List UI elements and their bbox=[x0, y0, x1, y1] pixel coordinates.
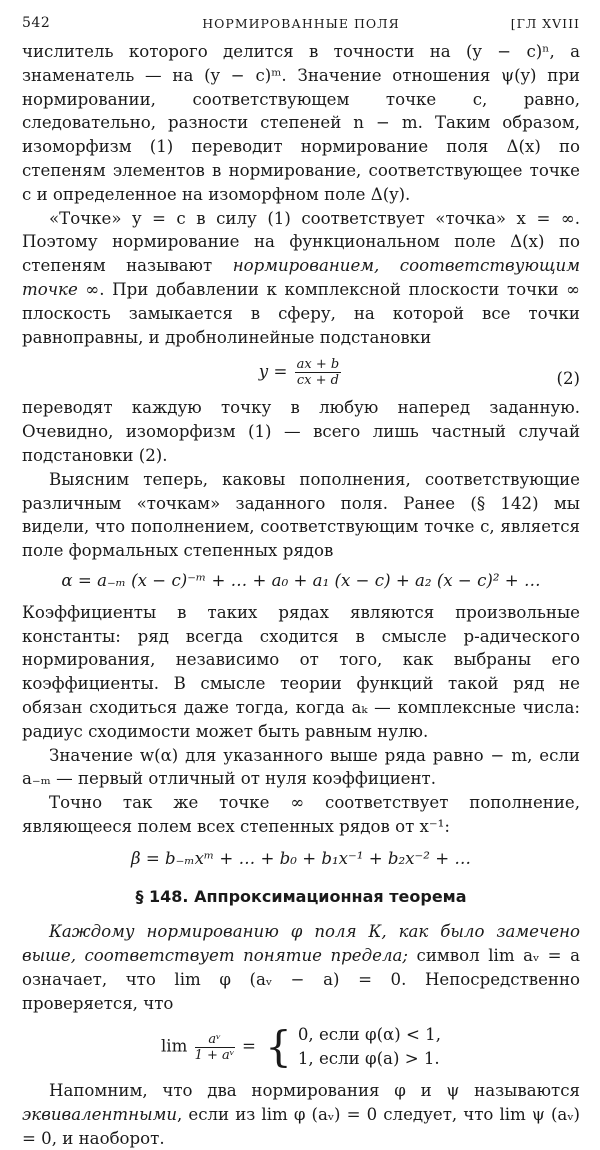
equation-beta-text: β = b₋ₘxᵐ + … + b₀ + b₁x⁻¹ + b₂x⁻² + … bbox=[131, 848, 471, 868]
equation-2-fraction bbox=[295, 357, 342, 388]
equation-2-tag: (2) bbox=[556, 369, 580, 389]
paragraph-6: Значение w(α) для указанного выше ряда равно − m, если a₋ₘ — первый отличный от нуля коэффициент. bbox=[22, 745, 580, 789]
case-row-2: 1, если φ(a) > 1. bbox=[297, 1049, 440, 1069]
paragraph-9-text-a: Напомним, что два нормирования φ и ψ называются bbox=[49, 1081, 580, 1101]
equation-alpha-text: α = a₋ₘ (x − c)⁻ᵐ + … + a₀ + a₁ (x − c) + a₂ (x − c)² + … bbox=[61, 570, 541, 590]
equation-limit-lim: lim bbox=[160, 1036, 188, 1056]
paragraph-8-emphasis: Каждому нормированию φ поля К, как было замечено выше, соответствует понятие предела; bbox=[22, 922, 580, 966]
equation-limit-equals: = bbox=[241, 1036, 256, 1056]
equation-2 bbox=[22, 357, 580, 388]
paragraph-5: Коэффициенты в таких рядах являются произвольные константы: ряд всегда сходится в смысле p-адического нормирования, независимо от того, как выбраны его коэффициенты. В смысле теории функций такой ряд не обязан сходиться даже тогда, когда aₖ — комплексные числа: радиус сходимости может быть равным нулю. bbox=[22, 602, 580, 741]
paragraph-2-text-b: . При добавлении к комплексной плоскости точки ∞ плоскость замыкается в сферу, на которой все точки равноправны, и дробнолинейные подстановки bbox=[22, 279, 581, 347]
paragraph-2-emphasis: нормированием, соответствующим точке ∞ bbox=[22, 256, 581, 299]
equation-limit-denominator: 1 + aᵛ bbox=[194, 1047, 235, 1063]
section-title: § 148. Аппроксимационная теорема bbox=[135, 886, 467, 906]
paragraph-8-text: символ lim aᵥ = a означает, что lim φ (aᵥ − a) = 0. Непосредственно проверяется, что bbox=[22, 946, 580, 1013]
equation-2-lhs: y = bbox=[258, 362, 288, 382]
equation-alpha bbox=[22, 569, 580, 593]
equation-limit bbox=[22, 1023, 580, 1071]
paragraph-7: Точно так же точке ∞ соответствует пополнение, являющееся полем всех степенных рядов от x⁻¹: bbox=[22, 793, 580, 836]
paragraph-4: Выясним теперь, каковы пополнения, соответствующие различным «точкам» заданного поля. Ранее (§ 142) мы видели, что пополнением, соответствующим точке c, является поле формальных степенных рядов bbox=[22, 469, 580, 561]
page-number: 542 bbox=[22, 15, 51, 31]
paragraph-2-text-a: «Точке» y = c в силу (1) соответствует «точка» x = ∞. Поэтому нормирование на функциональном поле Δ(x) по степеням называют bbox=[22, 208, 580, 276]
chapter-label: [ГЛ XVIII bbox=[510, 16, 580, 31]
equation-limit-cases bbox=[261, 1023, 441, 1071]
equation-2-numerator: ax + b bbox=[296, 357, 340, 373]
case-row-1: 0, если φ(α) < 1, bbox=[297, 1025, 442, 1045]
paragraph-9-text-b: , если из lim φ (aᵥ) = 0 следует, что lim ψ (aᵥ) = 0, и наоборот. bbox=[22, 1104, 580, 1148]
paragraph-9 bbox=[22, 1079, 580, 1150]
paragraph-2 bbox=[22, 207, 580, 350]
running-title: НОРМИРОВАННЫЕ ПОЛЯ bbox=[202, 16, 400, 31]
page-header bbox=[22, 10, 580, 40]
paragraph-8 bbox=[22, 920, 580, 1015]
paragraph-1: числитель которого делится в точности на (y − c)ⁿ, а знаменатель — на (y − c)ᵐ. Значение отношения ψ(y) при нормировании, соответствующем точке c, равно, следовательно, разности степеней n − m. Таким образом, изоморфизм (1) переводит нормирование поля Δ(x) по степеням элементов в нормирование, соответствующее точке c и определенное на изоморфном поле Δ(y). bbox=[22, 42, 580, 204]
equation-2-denominator: cx + d bbox=[296, 373, 339, 389]
paragraph-9-emphasis: эквивалентными bbox=[22, 1104, 178, 1124]
equation-beta bbox=[22, 847, 580, 871]
equation-limit-fraction bbox=[195, 1032, 235, 1063]
equation-limit-numerator: aᵛ bbox=[195, 1032, 235, 1048]
left-brace: { bbox=[265, 1022, 292, 1072]
paragraph-3: переводят каждую точку в любую наперед заданную. Очевидно, изоморфизм (1) — всего лишь частный случай подстановки (2). bbox=[22, 398, 580, 465]
